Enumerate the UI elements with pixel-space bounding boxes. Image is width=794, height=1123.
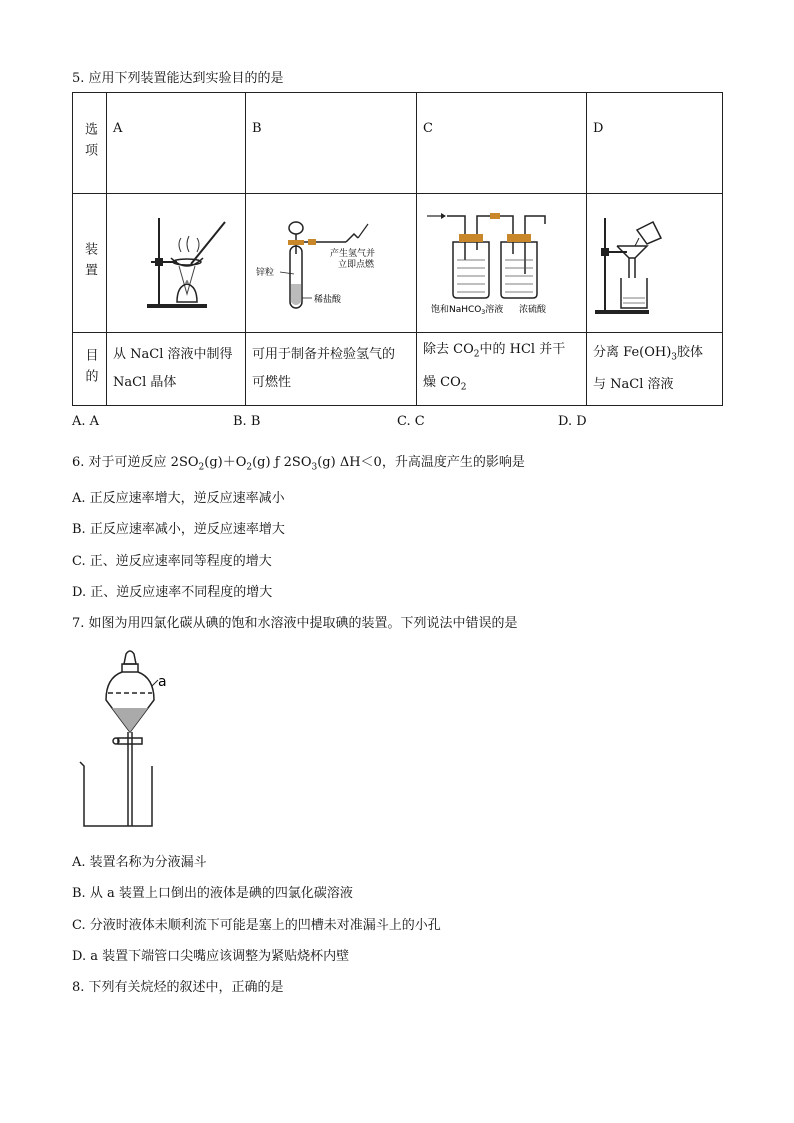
- q6-option-a[interactable]: A. 正反应速率增大，逆反应速率减小: [72, 491, 285, 506]
- device-a: [107, 194, 246, 333]
- q6-option-b[interactable]: B. 正反应速率减小，逆反应速率增大: [72, 522, 285, 537]
- purpose-a-line2: NaCl 晶体: [113, 375, 177, 390]
- device-b: [246, 194, 417, 333]
- q8-stem: 8. 下列有关烷烃的叙述中，正确的是: [72, 980, 284, 995]
- purpose-c-line1: 除去 $CO_2$中的 HCl 并干: [423, 342, 566, 360]
- q5-row-options: [73, 93, 723, 194]
- q5-answer-a[interactable]: A. A: [72, 414, 100, 429]
- device-c: [417, 194, 587, 333]
- q5-table: [72, 92, 723, 406]
- label-b-acid: 稀盐酸: [314, 295, 342, 305]
- gas-washing-bottles-icon: [417, 194, 587, 328]
- q5-stem: 5. 应用下列装置能达到实验目的的是: [72, 71, 284, 86]
- purpose-d-line1: 分离 $Fe(OH)_3$胶体: [593, 344, 704, 363]
- purpose-c-line2: 燥 $CO_2$: [423, 375, 467, 393]
- evaporation-apparatus-icon: [107, 194, 245, 328]
- purpose-b-line1: 可用于制备并检验氢气的: [252, 347, 396, 362]
- label-a: a: [158, 674, 167, 690]
- col-d: D: [587, 93, 723, 194]
- purpose-d-line2: 与 NaCl 溶液: [593, 377, 674, 393]
- row-header-option: 选项: [73, 93, 107, 194]
- label-b-gas: 产生氢气并: [330, 249, 376, 259]
- col-c: C: [417, 93, 587, 194]
- q5-row-devices: [73, 194, 723, 333]
- q5-answer-d[interactable]: D. D: [558, 414, 587, 429]
- q7-option-b[interactable]: B. 从 a 装置上口倒出的液体是碘的四氯化碳溶液: [72, 886, 353, 901]
- label-c-right: 浓硫酸: [519, 305, 547, 315]
- label-b-zinc: 锌粒: [256, 268, 275, 278]
- q5-row-purposes: [73, 333, 723, 406]
- q7-option-d[interactable]: D. a 装置下端管口尖嘴应该调整为紧贴烧杯内壁: [72, 949, 350, 964]
- purpose-b-line2: 可燃性: [252, 375, 292, 390]
- filtration-apparatus-icon: [587, 194, 723, 328]
- q6-option-c[interactable]: C. 正、逆反应速率同等程度的增大: [72, 554, 272, 569]
- q5-answer-c[interactable]: C. C: [397, 414, 425, 429]
- purpose-b: [246, 333, 417, 406]
- q7-option-c[interactable]: C. 分液时液体未顺利流下可能是塞上的凹槽未对准漏斗上的小孔: [72, 918, 441, 933]
- label-c-left: 饱和NaHCO$_3$溶液: [431, 305, 504, 316]
- q6-stem: 6. 对于可逆反应 $2SO_2(g)+O_2(g)$ ƒ $2SO_3(g)$ ΔH＜0，升高温度产生的影响是: [72, 455, 525, 473]
- purpose-d: [587, 333, 723, 406]
- purpose-a-line1: 从 NaCl 溶液中制得: [113, 347, 233, 362]
- purpose-a: [107, 333, 246, 406]
- col-b: B: [246, 93, 417, 194]
- col-a: A: [107, 93, 246, 194]
- q7-stem: 7. 如图为用四氯化碳从碘的饱和水溶液中提取碘的装置。下列说法中错误的是: [72, 616, 518, 631]
- q5-answer-b[interactable]: B. B: [233, 414, 261, 429]
- separatory-funnel-icon: [72, 646, 192, 836]
- hydrogen-generator-icon: [246, 194, 416, 328]
- q6-option-d[interactable]: D. 正、逆反应速率不同程度的增大: [72, 585, 273, 600]
- row-header-purpose: 目的: [73, 333, 107, 406]
- label-b-gas2: 立即点燃: [338, 260, 375, 270]
- purpose-c: [417, 333, 587, 406]
- device-d: [587, 194, 723, 333]
- q7-option-a[interactable]: A. 装置名称为分液漏斗: [72, 855, 207, 870]
- row-header-device: 装置: [73, 194, 107, 333]
